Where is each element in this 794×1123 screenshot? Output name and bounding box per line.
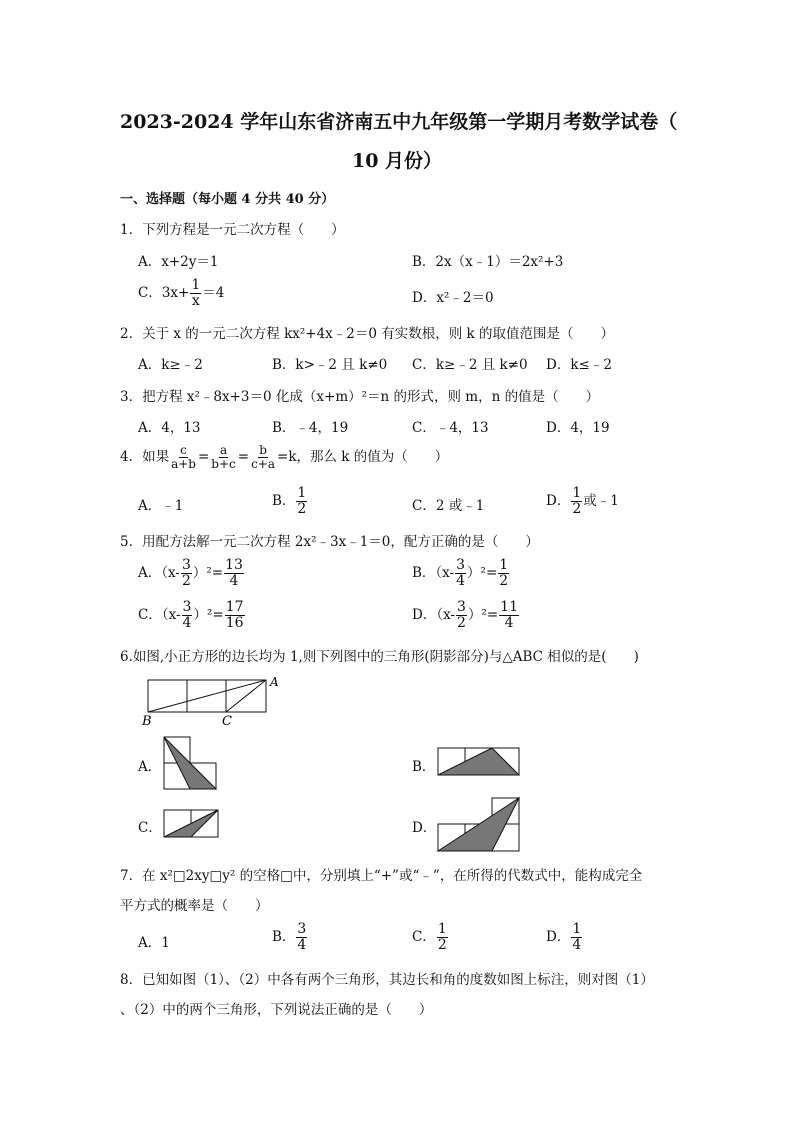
q6-option-c-figure: [162, 808, 222, 840]
q5-b-d2: 2: [499, 573, 509, 589]
q4-fraction-1: [170, 444, 197, 471]
q4-f2-den: b+c: [211, 457, 236, 471]
q5-a-prefix: A．（x-: [138, 565, 180, 581]
q5-d-frac2: [499, 600, 519, 631]
q4-stem-suffix: =k，那么 k 的值为（ ）: [277, 449, 449, 465]
q1-c-suffix: ＝4: [202, 285, 225, 301]
page-title-line1: 2023-2024 学年山东省济南五中九年级第一学期月考数学试卷（: [120, 111, 678, 133]
q5-b-d1: 4: [456, 573, 466, 589]
q7-b-den: 4: [297, 937, 307, 953]
q5-option-c: [138, 600, 246, 631]
q6-stem: 6.如图,小正方形的边长均为 1,则下列图中的三角形(阴影部分)与△ABC 相似的是( ): [120, 649, 639, 665]
q5-b-frac1: [455, 558, 466, 589]
q7-option-c: [412, 922, 449, 953]
q5-d-d1: 2: [457, 615, 466, 631]
q5-b-frac2: [498, 558, 509, 589]
q4-option-a: A．﹣1: [138, 498, 184, 514]
q5-c-d1: 4: [182, 615, 192, 631]
q5-c-mid: ）²=: [193, 607, 224, 623]
q4-d-num: 1: [572, 485, 582, 501]
q7-option-b: [272, 922, 308, 953]
q5-a-n2: 13: [225, 557, 243, 573]
q4-d-suffix: 或﹣1: [583, 493, 619, 509]
q4-option-c: C．2 或﹣1: [412, 498, 485, 514]
q8-stem-line1: 8．已知如图（1）、（2）中各有两个三角形，其边长和角的度数如图上标注，则对图（1）: [120, 972, 654, 988]
q6-option-b-figure: [436, 746, 524, 778]
q6-b-shaded-triangle: [438, 748, 519, 775]
q5-c-frac1: [182, 600, 193, 631]
q7-d-prefix: D．: [546, 929, 571, 945]
q2-stem: 2．关于 x 的一元二次方程 kx²+4x﹣2＝0 有实数根，则 k 的取值范围是（ ）: [120, 326, 615, 342]
q7-d-num: 1: [572, 921, 582, 937]
q3-option-c: C．﹣4，13: [412, 420, 489, 436]
q4-f1-den: a+b: [171, 457, 196, 471]
q4-d-fraction: [571, 486, 582, 517]
q6-option-c-label: C．: [138, 820, 162, 836]
q4-b-prefix: B．: [272, 493, 296, 509]
q6-label-a: A: [270, 675, 279, 689]
q5-option-d: [412, 600, 520, 631]
q7-b-fraction: [296, 922, 307, 953]
q5-a-n1: 3: [181, 557, 191, 573]
q5-b-prefix: B．（x-: [412, 565, 455, 581]
q4-fraction-2: [210, 444, 236, 471]
q7-c-prefix: C．: [412, 929, 436, 945]
q4-option-b: [272, 486, 308, 517]
q4-d-den: 2: [572, 501, 582, 517]
q4-f3-num: b: [259, 443, 267, 457]
q5-d-n1: 3: [457, 599, 466, 615]
q6-label-b: B: [142, 714, 152, 728]
q1-c-prefix: C．3x+: [138, 285, 190, 301]
q5-c-frac2: [225, 600, 245, 631]
q5-a-frac2: [224, 558, 244, 589]
q7-option-d: [546, 922, 583, 953]
q7-c-fraction: [437, 922, 448, 953]
q6-label-c: C: [222, 714, 232, 728]
q3-option-d: D．4，19: [546, 420, 610, 436]
q7-d-fraction: [571, 922, 582, 953]
q7-c-num: 1: [437, 921, 447, 937]
q5-c-n1: 3: [182, 599, 192, 615]
q5-option-b: [412, 558, 510, 589]
q7-stem-line1: 7．在 x²□2xy□y² 的空格□中，分别填上“+”或“﹣”，在所得的代数式中，能构成完全: [120, 868, 643, 884]
q4-stem: 4．如果 $\frac{c}{a+b}$ = $\frac{a}{b+c}$ = $\frac{b}{c+a}$ =k，那么 k 的值为（ ）: [120, 443, 449, 471]
q5-c-n2: 17: [225, 599, 244, 615]
q2-option-a: A．k≥﹣2: [138, 357, 203, 373]
q5-a-mid: ）²=: [192, 565, 224, 581]
q6-option-b-label: B．: [412, 759, 436, 775]
q6-option-a-figure: [162, 735, 222, 791]
q2-option-d: D．k≤﹣2: [546, 357, 612, 373]
q5-b-n1: 3: [456, 557, 466, 573]
q1-option-c: [138, 278, 224, 309]
q6-main-figure: [140, 672, 290, 728]
q5-d-n2: 11: [500, 599, 518, 615]
q4-option-d: [546, 486, 619, 517]
q5-d-d2: 4: [504, 615, 514, 631]
q1-option-d: D．x²﹣2＝0: [412, 290, 494, 306]
q3-stem: 3．把方程 x²﹣8x+3＝0 化成（x+m）²＝n 的形式，则 m，n 的值是（ ）: [120, 389, 600, 405]
q2-option-c: C．k≥﹣2 且 k≠0: [412, 357, 528, 373]
q1-option-a: A．x+2y＝1: [138, 254, 219, 270]
q4-f3-den: c+a: [251, 457, 276, 471]
q6-option-d-figure: [436, 796, 524, 854]
q6-option-d-label: D．: [412, 820, 437, 836]
q4-stem-prefix: 4．如果: [120, 449, 170, 465]
q7-c-den: 2: [437, 937, 447, 953]
q4-fraction-3: [250, 444, 276, 471]
q4-f1-num: c: [180, 443, 187, 457]
q4-f2-num: a: [219, 443, 228, 457]
q5-a-d2: 4: [229, 573, 239, 589]
q1-c-num: 1: [191, 277, 201, 293]
q5-b-n2: 1: [499, 557, 509, 573]
q1-c-den: x: [191, 293, 200, 309]
q7-b-num: 3: [297, 921, 307, 937]
q5-a-d1: 2: [181, 573, 191, 589]
page-title-line2: 10 月份）: [352, 150, 443, 172]
q7-stem-line2: 平方式的概率是（ ）: [120, 898, 269, 914]
q1-stem: 1．下列方程是一元二次方程（ ）: [120, 222, 345, 238]
q5-stem: 5．用配方法解一元二次方程 2x²﹣3x﹣1＝0，配方正确的是（ ）: [120, 534, 539, 550]
section-heading: 一、选择题（每小题 4 分共 40 分）: [120, 192, 335, 207]
q4-b-fraction: [296, 486, 307, 517]
q1-c-fraction: [190, 278, 201, 309]
q1-option-b: B．2x（x﹣1）＝2x²+3: [412, 254, 564, 270]
q5-c-d2: 16: [225, 615, 244, 631]
q3-option-a: A．4，13: [138, 420, 201, 436]
q7-b-prefix: B．: [272, 929, 296, 945]
q2-option-b: B．k>﹣2 且 k≠0: [272, 357, 388, 373]
q5-d-frac1: [456, 600, 467, 631]
q4-b-den: 2: [297, 501, 307, 517]
q4-b-num: 1: [297, 485, 307, 501]
q5-c-prefix: C．（x-: [138, 607, 181, 623]
q3-option-b: B．﹣4，19: [272, 420, 349, 436]
q5-option-a: [138, 558, 245, 589]
q8-stem-line2: 、（2）中的两个三角形，下列说法正确的是（ ）: [120, 1002, 433, 1018]
q4-d-prefix: D．: [546, 493, 571, 509]
q7-option-a: A．1: [138, 935, 170, 951]
q5-d-prefix: D．（x-: [412, 607, 456, 623]
q7-d-den: 4: [572, 937, 582, 953]
q5-a-frac1: [181, 558, 192, 589]
q6-option-a-label: A．: [138, 759, 162, 775]
q5-b-mid: ）²=: [467, 565, 498, 581]
q5-d-mid: ）²=: [467, 607, 499, 623]
